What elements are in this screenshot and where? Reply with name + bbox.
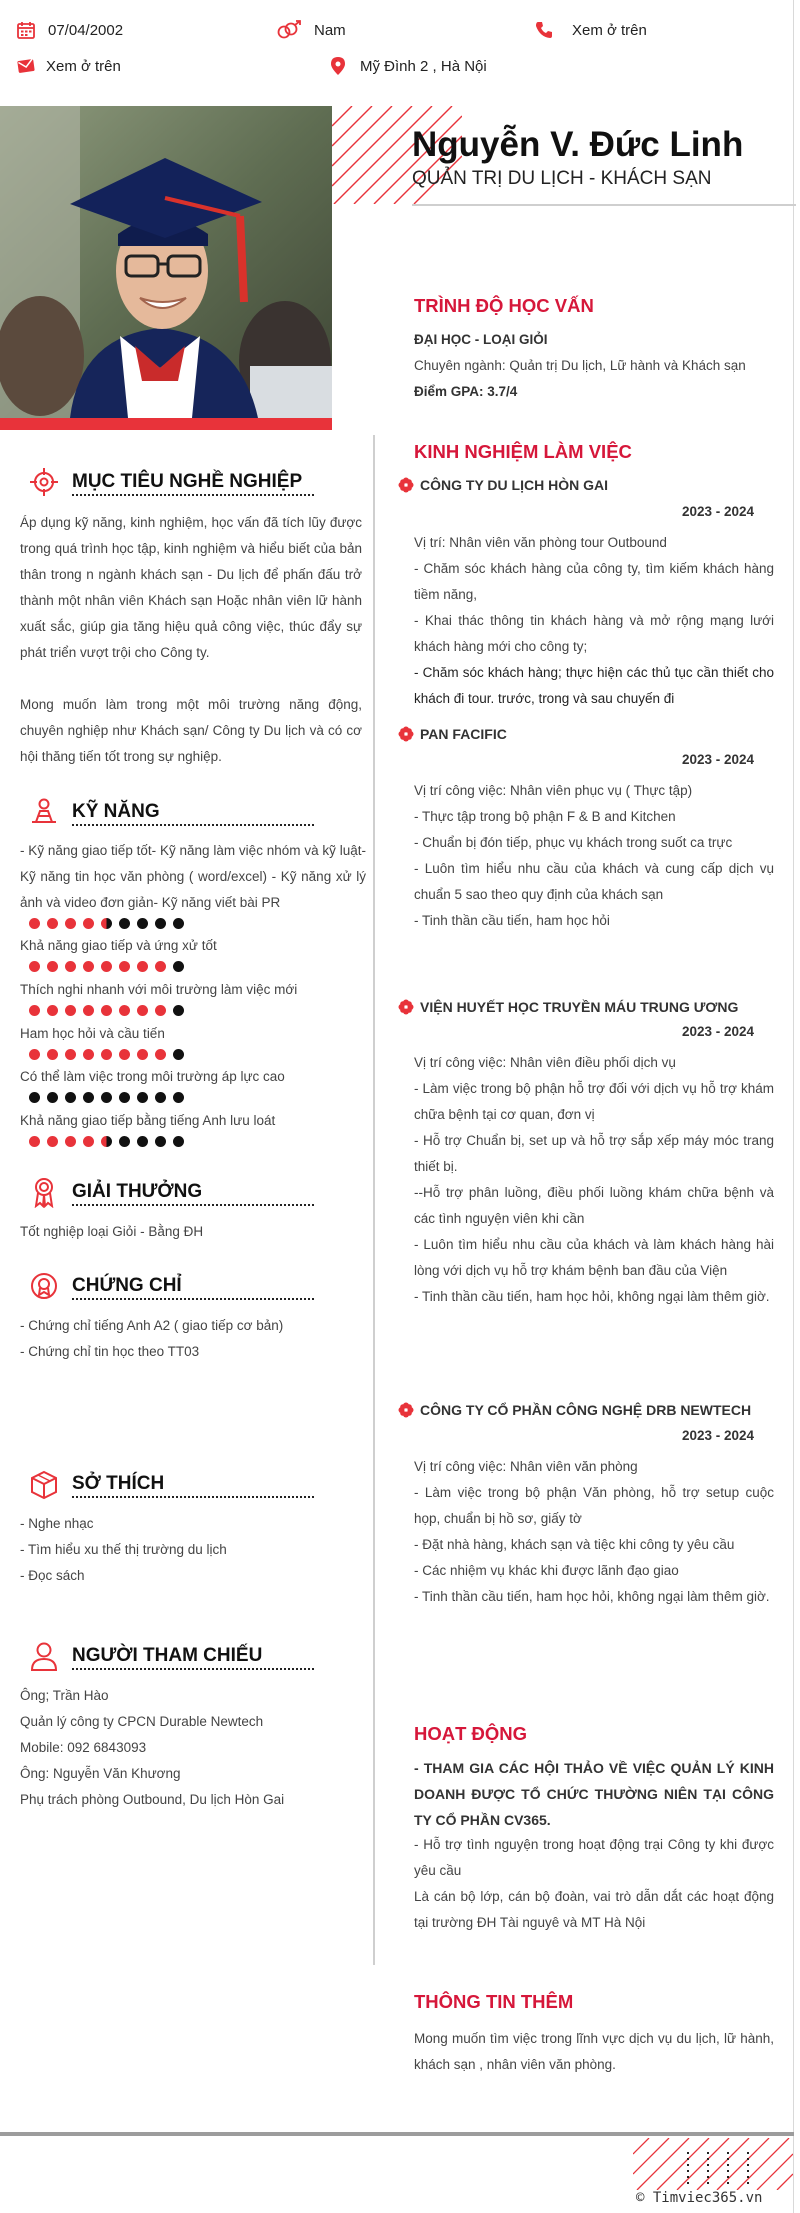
education-degree: ĐẠI HỌC - LOẠI GIỎI xyxy=(414,332,548,347)
candidate-role: QUẢN TRỊ DU LỊCH - KHÁCH SẠN xyxy=(412,168,712,189)
rating-dot xyxy=(65,961,76,972)
hobby-item: - Đọc sách xyxy=(20,1568,85,1583)
job-duty: - Khai thác thông tin khách hàng và mở rộng mạng lưới khách hàng mới cho công ty; xyxy=(414,613,774,654)
activities-title: HOẠT ĐỘNG xyxy=(414,1723,528,1744)
job-period: 2023 - 2024 xyxy=(681,752,754,767)
footer-rule xyxy=(0,2132,794,2136)
rating-dot xyxy=(119,918,130,929)
phone-value: Xem ở trên xyxy=(572,21,647,39)
person-icon xyxy=(28,1640,60,1672)
job-company xyxy=(398,726,507,742)
rating-dot xyxy=(173,1005,184,1016)
email-icon xyxy=(16,56,36,76)
rating-dot xyxy=(65,1005,76,1016)
flower-bullet-icon xyxy=(398,999,414,1015)
skill-rating xyxy=(29,1136,184,1147)
hobby-item: - Nghe nhạc xyxy=(20,1516,94,1531)
rating-dot xyxy=(173,961,184,972)
rating-dot xyxy=(173,1092,184,1103)
rating-dot xyxy=(47,918,58,929)
awards-title: GIẢI THƯỞNG xyxy=(72,1181,203,1202)
gender-icon xyxy=(276,20,302,40)
job-position: Vị trí công việc: Nhân viên phục vụ ( Thực tập) xyxy=(414,783,693,798)
rating-dot xyxy=(47,1092,58,1103)
activity-item: - Hỗ trợ tình nguyện trong hoạt động trại Công ty khi được yêu cầu xyxy=(414,1837,774,1878)
reference-line: Quản lý công ty CPCN Durable Newtech xyxy=(20,1714,264,1729)
info-dob xyxy=(16,20,123,40)
job-position: Vị trí công việc: Nhân viên điều phối dịch vụ xyxy=(414,1055,676,1070)
info-phone xyxy=(534,20,647,40)
references-title: NGƯỜI THAM CHIẾU xyxy=(72,1645,263,1666)
certificates-underline xyxy=(72,1298,314,1300)
skill-rating xyxy=(29,1005,184,1016)
rating-dot xyxy=(47,961,58,972)
flower-bullet-icon xyxy=(398,726,414,742)
rating-dot xyxy=(29,1136,40,1147)
job-company-name: CÔNG TY CỔ PHẦN CÔNG NGHỆ DRB NEWTECH xyxy=(420,1402,752,1418)
address-value: Mỹ Đình 2 , Hà Nội xyxy=(360,57,487,75)
job-position: Vị trí công việc: Nhân viên văn phòng xyxy=(414,1459,638,1474)
education-major: Chuyên ngành: Quản trị Du lịch, Lữ hành và Khách sạn xyxy=(414,358,746,373)
rating-dot xyxy=(119,961,130,972)
rating-dot xyxy=(83,1049,94,1060)
rating-dot xyxy=(83,961,94,972)
rating-dot xyxy=(173,1049,184,1060)
skill-rating-intro xyxy=(29,918,184,929)
header-divider xyxy=(412,204,796,206)
additional-info-title: THÔNG TIN THÊM xyxy=(414,1991,574,2012)
rating-dot xyxy=(119,1005,130,1016)
rating-dot xyxy=(119,1049,130,1060)
reference-line: Ông; Trần Hào xyxy=(20,1688,109,1703)
skill-label: Thích nghi nhanh với môi trường làm việc mới xyxy=(20,982,298,997)
skill-rating xyxy=(29,1092,184,1103)
rating-dot xyxy=(65,918,76,929)
dob-value: 07/04/2002 xyxy=(48,21,124,39)
activity-item: - THAM GIA CÁC HỘI THẢO VỀ VIỆC QUẢN LÝ KINH DOANH ĐƯỢC TỔ CHỨC THƯỜNG NIÊN TẠI CÔNG TY CỔ PHẦN CV365. xyxy=(414,1760,774,1828)
award-ribbon-icon xyxy=(28,1176,60,1208)
calendar-icon xyxy=(16,20,36,40)
reference-line: Mobile: 092 6843093 xyxy=(20,1740,147,1755)
timviec365-watermark: © Timviec365.vn xyxy=(636,2190,763,2206)
profile-photo xyxy=(0,106,332,418)
objective-paragraph-2: Mong muốn làm trong một môi trường năng động, chuyên nghiệp như Khách sạn/ Công ty Du lịch và có cơ hội thăng tiến tốt trong sự nghiệp. xyxy=(20,697,362,764)
rating-dot xyxy=(101,1049,112,1060)
job-duty: - Tinh thần cầu tiến, ham học hỏi, không ngại làm thêm giờ. xyxy=(414,1589,770,1604)
certificates-title: CHỨNG CHỈ xyxy=(72,1275,182,1296)
rating-dot xyxy=(101,961,112,972)
column-divider xyxy=(373,435,375,1965)
rating-dot xyxy=(29,1005,40,1016)
rating-dot xyxy=(173,918,184,929)
rating-dot xyxy=(137,1136,148,1147)
rating-dot xyxy=(47,1005,58,1016)
hobby-cube-icon xyxy=(28,1468,60,1500)
rating-dot xyxy=(119,1092,130,1103)
skills-intro: - Kỹ năng giao tiếp tốt- Kỹ năng làm việc nhóm và kỹ luật- Kỹ năng tin học văn phòng ( word/excel) - Kỹ năng xử lý ảnh và video đơn giản- Kỹ năng viết bài PR xyxy=(20,843,366,910)
job-company-name: PAN FACIFIC xyxy=(420,726,507,742)
rating-dot xyxy=(65,1049,76,1060)
job-duty: - Hỗ trợ Chuẩn bị, set up và hỗ trợ sắp xếp máy móc trang thiết bị. xyxy=(414,1133,774,1174)
rating-dot xyxy=(137,1005,148,1016)
location-pin-icon xyxy=(330,56,346,76)
skill-rating xyxy=(29,961,184,972)
hobbies-title: SỞ THÍCH xyxy=(72,1473,165,1494)
rating-dot xyxy=(119,1136,130,1147)
skill-label: Khả năng giao tiếp và ứng xử tốt xyxy=(20,938,217,953)
skills-person-icon xyxy=(28,796,60,828)
job-duty: - Tinh thần cầu tiến, ham học hỏi, không ngại làm thêm giờ. xyxy=(414,1289,770,1304)
certificate-badge-icon xyxy=(28,1270,60,1302)
activity-item: Là cán bộ lớp, cán bộ đoàn, vai trò dẫn dắt các hoạt động tại trường ĐH Tài nguyê và MT Hà Nội xyxy=(414,1889,774,1930)
info-address xyxy=(330,56,487,76)
candidate-name: Nguyễn V. Đức Linh xyxy=(412,125,744,164)
job-duty: - Làm việc trong bộ phận hỗ trợ đối với dịch vụ hỗ trợ khám chữa bệnh tại cơ quan, đơn vị xyxy=(414,1081,774,1122)
hobbies-underline xyxy=(72,1496,314,1498)
award-item: Tốt nghiệp loại Giỏi - Bằng ĐH xyxy=(20,1224,204,1239)
skills-title: KỸ NĂNG xyxy=(72,801,160,822)
references-underline xyxy=(72,1668,314,1670)
additional-info-text: Mong muốn tìm việc trong lĩnh vực dịch vụ du lịch, lữ hành, khách sạn , nhân viên văn phòng. xyxy=(414,2031,774,2072)
experience-title: KINH NGHIỆM LÀM VIỆC xyxy=(414,441,632,462)
skill-label: Ham học hỏi và cầu tiến xyxy=(20,1026,165,1041)
reference-line: Ông: Nguyễn Văn Khương xyxy=(20,1766,181,1781)
target-icon xyxy=(28,466,60,498)
job-period: 2023 - 2024 xyxy=(681,1024,754,1039)
rating-dot xyxy=(101,1092,112,1103)
rating-dot xyxy=(29,918,40,929)
rating-dot xyxy=(137,918,148,929)
rating-dot xyxy=(47,1049,58,1060)
rating-dot xyxy=(83,918,94,929)
job-period: 2023 - 2024 xyxy=(681,1428,754,1443)
page-edge-rule xyxy=(793,0,794,2213)
info-gender xyxy=(276,20,346,40)
rating-dot xyxy=(155,1049,166,1060)
job-duty: - Luôn tìm hiểu nhu cầu của khách và làm khách hàng hài lòng với dịch vụ hỗ trợ khám bệnh ban đầu của Viện xyxy=(414,1237,774,1278)
footer-hatch-decoration xyxy=(633,2138,793,2190)
rating-dot xyxy=(173,1136,184,1147)
flower-bullet-icon xyxy=(398,1402,414,1418)
education-gpa: Điểm GPA: 3.7/4 xyxy=(414,384,518,399)
rating-dot xyxy=(155,918,166,929)
rating-dot xyxy=(155,1005,166,1016)
photo-accent-bar xyxy=(0,418,332,430)
rating-dot xyxy=(29,1092,40,1103)
hobby-item: - Tìm hiểu xu thế thị trường du lịch xyxy=(20,1542,227,1557)
job-duty: - Làm việc trong bộ phận Văn phòng, hỗ trợ setup cuộc họp, chuẩn bị hồ sơ, giấy tờ xyxy=(414,1485,774,1526)
job-duty: - Luôn tìm hiểu nhu cầu của khách và cung cấp dịch vụ chuẩn 5 sao theo quy định của khách sạn xyxy=(414,861,774,902)
rating-dot xyxy=(65,1136,76,1147)
job-company xyxy=(398,1402,751,1418)
job-duty: - Tinh thần cầu tiến, ham học hỏi xyxy=(414,913,610,928)
rating-dot xyxy=(137,961,148,972)
flower-bullet-icon xyxy=(398,477,414,493)
rating-dot xyxy=(65,1092,76,1103)
job-company xyxy=(398,477,608,493)
rating-dot xyxy=(101,1005,112,1016)
job-duty: - Đặt nhà hàng, khách sạn và tiệc khi công ty yêu cầu xyxy=(414,1537,735,1552)
awards-underline xyxy=(72,1204,314,1206)
objective-title: MỤC TIÊU NGHỀ NGHIỆP xyxy=(72,471,303,492)
job-duty: - Chăm sóc khách hàng của công ty, tìm kiếm khách hàng tiềm năng, xyxy=(414,561,774,602)
rating-dot xyxy=(29,961,40,972)
job-company-name: VIỆN HUYẾT HỌC TRUYỀN MÁU TRUNG ƯƠNG xyxy=(420,999,739,1015)
job-duty: - Chăm sóc khách hàng; thực hiện các thủ tục cần thiết cho khách đi tour. trước, trong và sau chuyến đi xyxy=(414,665,774,706)
rating-dot xyxy=(83,1092,94,1103)
rating-dot xyxy=(155,1136,166,1147)
objective-underline xyxy=(72,494,314,496)
certificate-item: - Chứng chỉ tiếng Anh A2 ( giao tiếp cơ bản) xyxy=(20,1318,284,1333)
certificate-item: - Chứng chỉ tin học theo TT03 xyxy=(20,1344,200,1359)
gender-value: Nam xyxy=(314,21,346,39)
objective-paragraph-1: Áp dụng kỹ năng, kinh nghiệm, học vấn đã tích lũy được trong quá trình học tập, kinh nghiệm và hiểu biết của bản thân trong n ngành khách sạn - Du lịch để phấn đấu trở thành một nhân viên Khách sạn Hoặc nhân viên lữ hành xuất sắc, giúp gia tăng hiệu quả công việc, thúc đẩy sự phát triển vượt trội cho Công ty. xyxy=(20,515,362,660)
info-email xyxy=(16,56,121,76)
rating-dot xyxy=(83,1136,94,1147)
rating-dot xyxy=(155,961,166,972)
skill-label: Khả năng giao tiếp bằng tiếng Anh lưu loát xyxy=(20,1113,276,1128)
job-position: Vị trí: Nhân viên văn phòng tour Outbound xyxy=(414,535,667,550)
reference-line: Phụ trách phòng Outbound, Du lịch Hòn Gai xyxy=(20,1792,285,1807)
phone-icon xyxy=(534,20,554,40)
job-period: 2023 - 2024 xyxy=(681,504,754,519)
rating-dot xyxy=(47,1136,58,1147)
rating-dot xyxy=(101,1136,112,1147)
skill-rating xyxy=(29,1049,184,1060)
job-duty: --Hỗ trợ phân luồng, điều phối luồng khám chữa bệnh và các tình nguyện viên khi cần xyxy=(414,1185,774,1226)
skills-underline xyxy=(72,824,314,826)
job-duty: - Thực tập trong bộ phận F & B and Kitchen xyxy=(414,809,676,824)
job-duty: - Chuẩn bị đón tiếp, phục vụ khách trong suốt ca trực xyxy=(414,835,733,850)
education-title: TRÌNH ĐỘ HỌC VẤN xyxy=(414,295,594,316)
email-value: Xem ở trên xyxy=(46,57,121,75)
rating-dot xyxy=(101,918,112,929)
job-company-name: CÔNG TY DU LỊCH HÒN GAI xyxy=(420,477,608,493)
rating-dot xyxy=(137,1092,148,1103)
rating-dot xyxy=(155,1092,166,1103)
job-duty: - Các nhiệm vụ khác khi được lãnh đạo giao xyxy=(414,1563,679,1578)
rating-dot xyxy=(29,1049,40,1060)
rating-dot xyxy=(137,1049,148,1060)
job-company xyxy=(398,999,738,1015)
rating-dot xyxy=(83,1005,94,1016)
skill-label: Có thể làm việc trong môi trường áp lực cao xyxy=(20,1069,285,1084)
